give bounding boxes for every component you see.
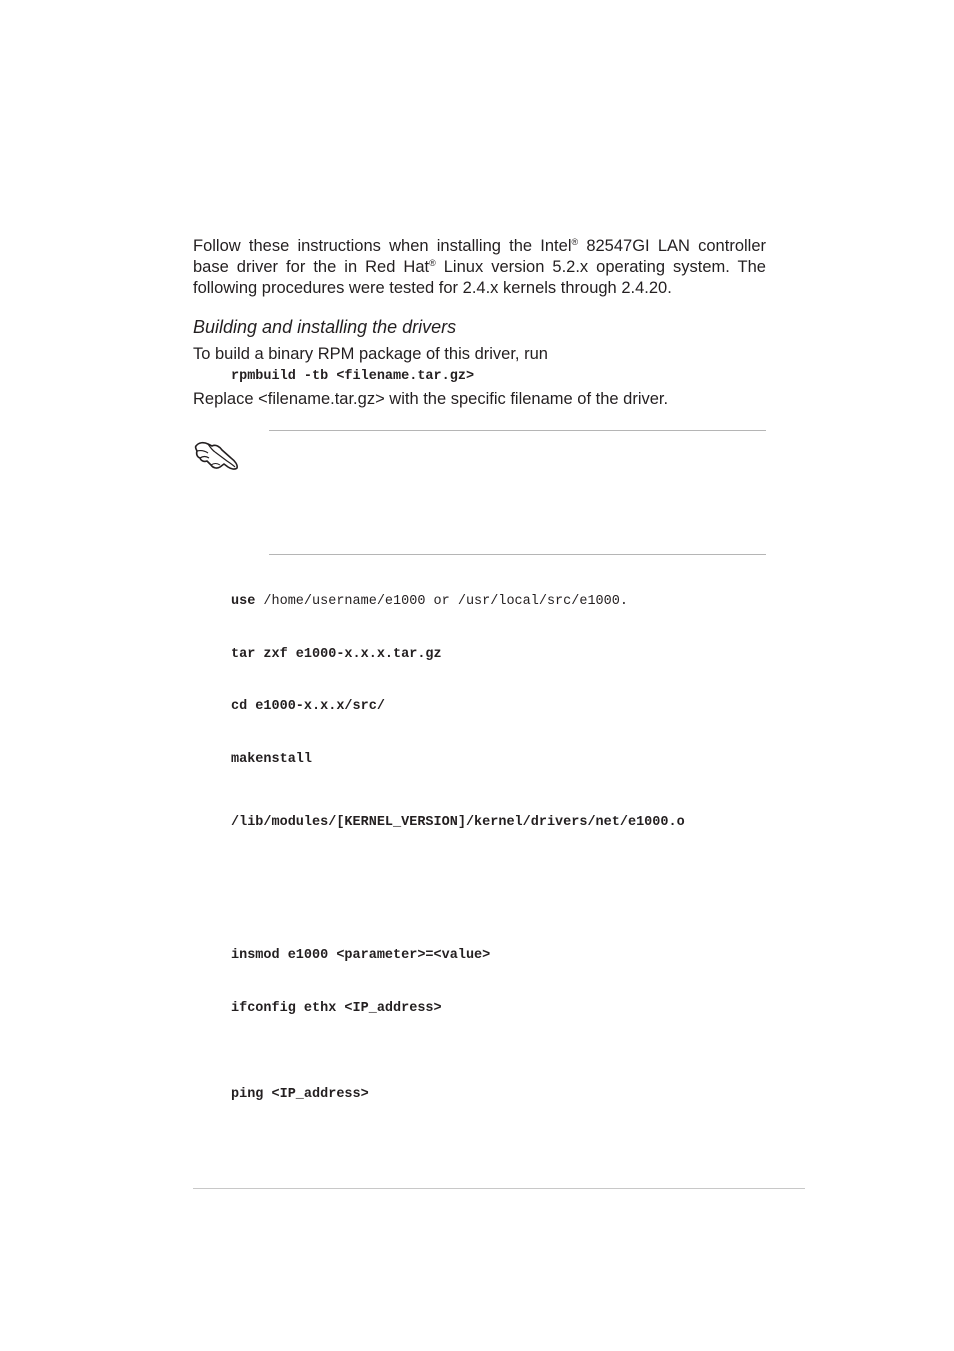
ifconfig-command: ifconfig ethx <IP_address> — [231, 1001, 442, 1016]
dir-step-paths: /home/username/e1000 or /usr/local/src/e1000. — [263, 594, 628, 609]
intro-text-1: Follow these instructions when installing the Intel — [193, 237, 572, 255]
note-top-rule — [269, 430, 766, 431]
intro-text-3: Linux version 5.2.x operating system. The following procedures were tested for 2.4.x kernels through 2.4.20. — [193, 258, 766, 297]
dir-step-prefix: use — [231, 594, 264, 609]
make-command: makenstall — [231, 752, 313, 767]
intro-paragraph — [193, 236, 766, 299]
registered-mark: ® — [571, 237, 579, 247]
hand-pointer-icon — [193, 434, 241, 472]
footer-rule — [193, 1188, 805, 1189]
dir-step — [231, 594, 628, 610]
cd-command: cd e1000-x.x.x/src/ — [231, 699, 385, 714]
insmod-command: insmod e1000 <parameter>=<value> — [231, 948, 491, 963]
ping-command: ping <IP_address> — [231, 1087, 369, 1102]
build-command: rpmbuild -tb <filename.tar.gz> — [231, 369, 475, 384]
intro-text-2: 82547GI LAN controller base driver for the in Red Hat — [193, 237, 766, 276]
replace-instruction: Replace <filename.tar.gz> with the specific filename of the driver. — [193, 390, 669, 408]
build-instruction: To build a binary RPM package of this driver, run — [193, 345, 548, 363]
registered-mark: ® — [429, 258, 436, 268]
untar-command: tar zxf e1000-x.x.x.tar.gz — [231, 647, 442, 662]
module-path: /lib/modules/[KERNEL_VERSION]/kernel/drivers/net/e1000.o — [231, 815, 685, 830]
note-bottom-rule — [269, 554, 766, 555]
section-title: Building and installing the drivers — [193, 317, 457, 337]
